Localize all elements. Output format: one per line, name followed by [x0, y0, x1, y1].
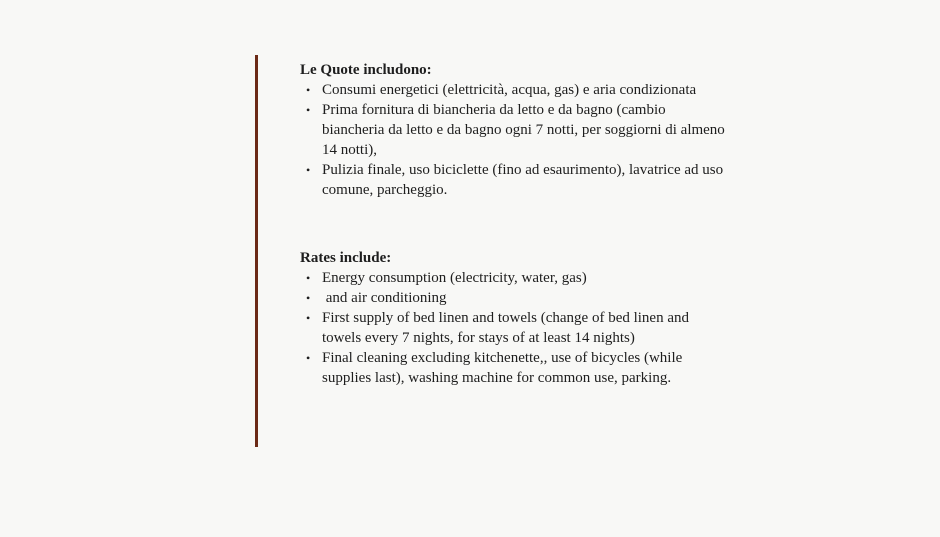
list-item: [300, 100, 730, 160]
list-item-text: and air conditioning: [322, 290, 447, 306]
list-item-text: Pulizia finale, uso biciclette (fino ad esaurimento), lavatrice ad uso comune, parcheggio.: [322, 162, 724, 198]
bullet-icon: •: [306, 291, 311, 305]
list-item: [300, 288, 730, 308]
list-item: [300, 160, 730, 200]
bullet-icon: •: [306, 103, 311, 117]
english-section: [300, 248, 730, 388]
list-item: [300, 80, 730, 100]
bullet-icon: •: [306, 83, 311, 97]
italian-section-title: Le Quote includono:: [300, 62, 432, 78]
list-item: [300, 348, 730, 388]
list-item: [300, 268, 730, 288]
italian-list: [300, 80, 730, 200]
list-item-text: Energy consumption (electricity, water, gas): [322, 270, 587, 286]
bullet-icon: •: [306, 163, 311, 177]
list-item: [300, 308, 730, 348]
rates-content: [300, 60, 730, 388]
vertical-divider-line: [255, 55, 258, 447]
list-item-text: Final cleaning excluding kitchenette,, use of bicycles (while supplies last), washing machine for common use, parking.: [322, 350, 683, 386]
list-item-text: Prima fornitura di biancheria da letto e da bagno (cambio biancheria da letto e da bagno ogni 7 notti, per soggiorni di almeno 14 notti),: [322, 102, 725, 158]
bullet-icon: •: [306, 271, 311, 285]
english-list: [300, 268, 730, 388]
list-item-text: First supply of bed linen and towels (change of bed linen and towels every 7 nights, for stays of at least 14 nights): [322, 310, 690, 346]
list-item-text: Consumi energetici (elettricità, acqua, gas) e aria condizionata: [322, 82, 697, 98]
italian-section: [300, 60, 730, 200]
bullet-icon: •: [306, 311, 311, 325]
english-section-title: Rates include:: [300, 250, 392, 266]
bullet-icon: •: [306, 351, 311, 365]
